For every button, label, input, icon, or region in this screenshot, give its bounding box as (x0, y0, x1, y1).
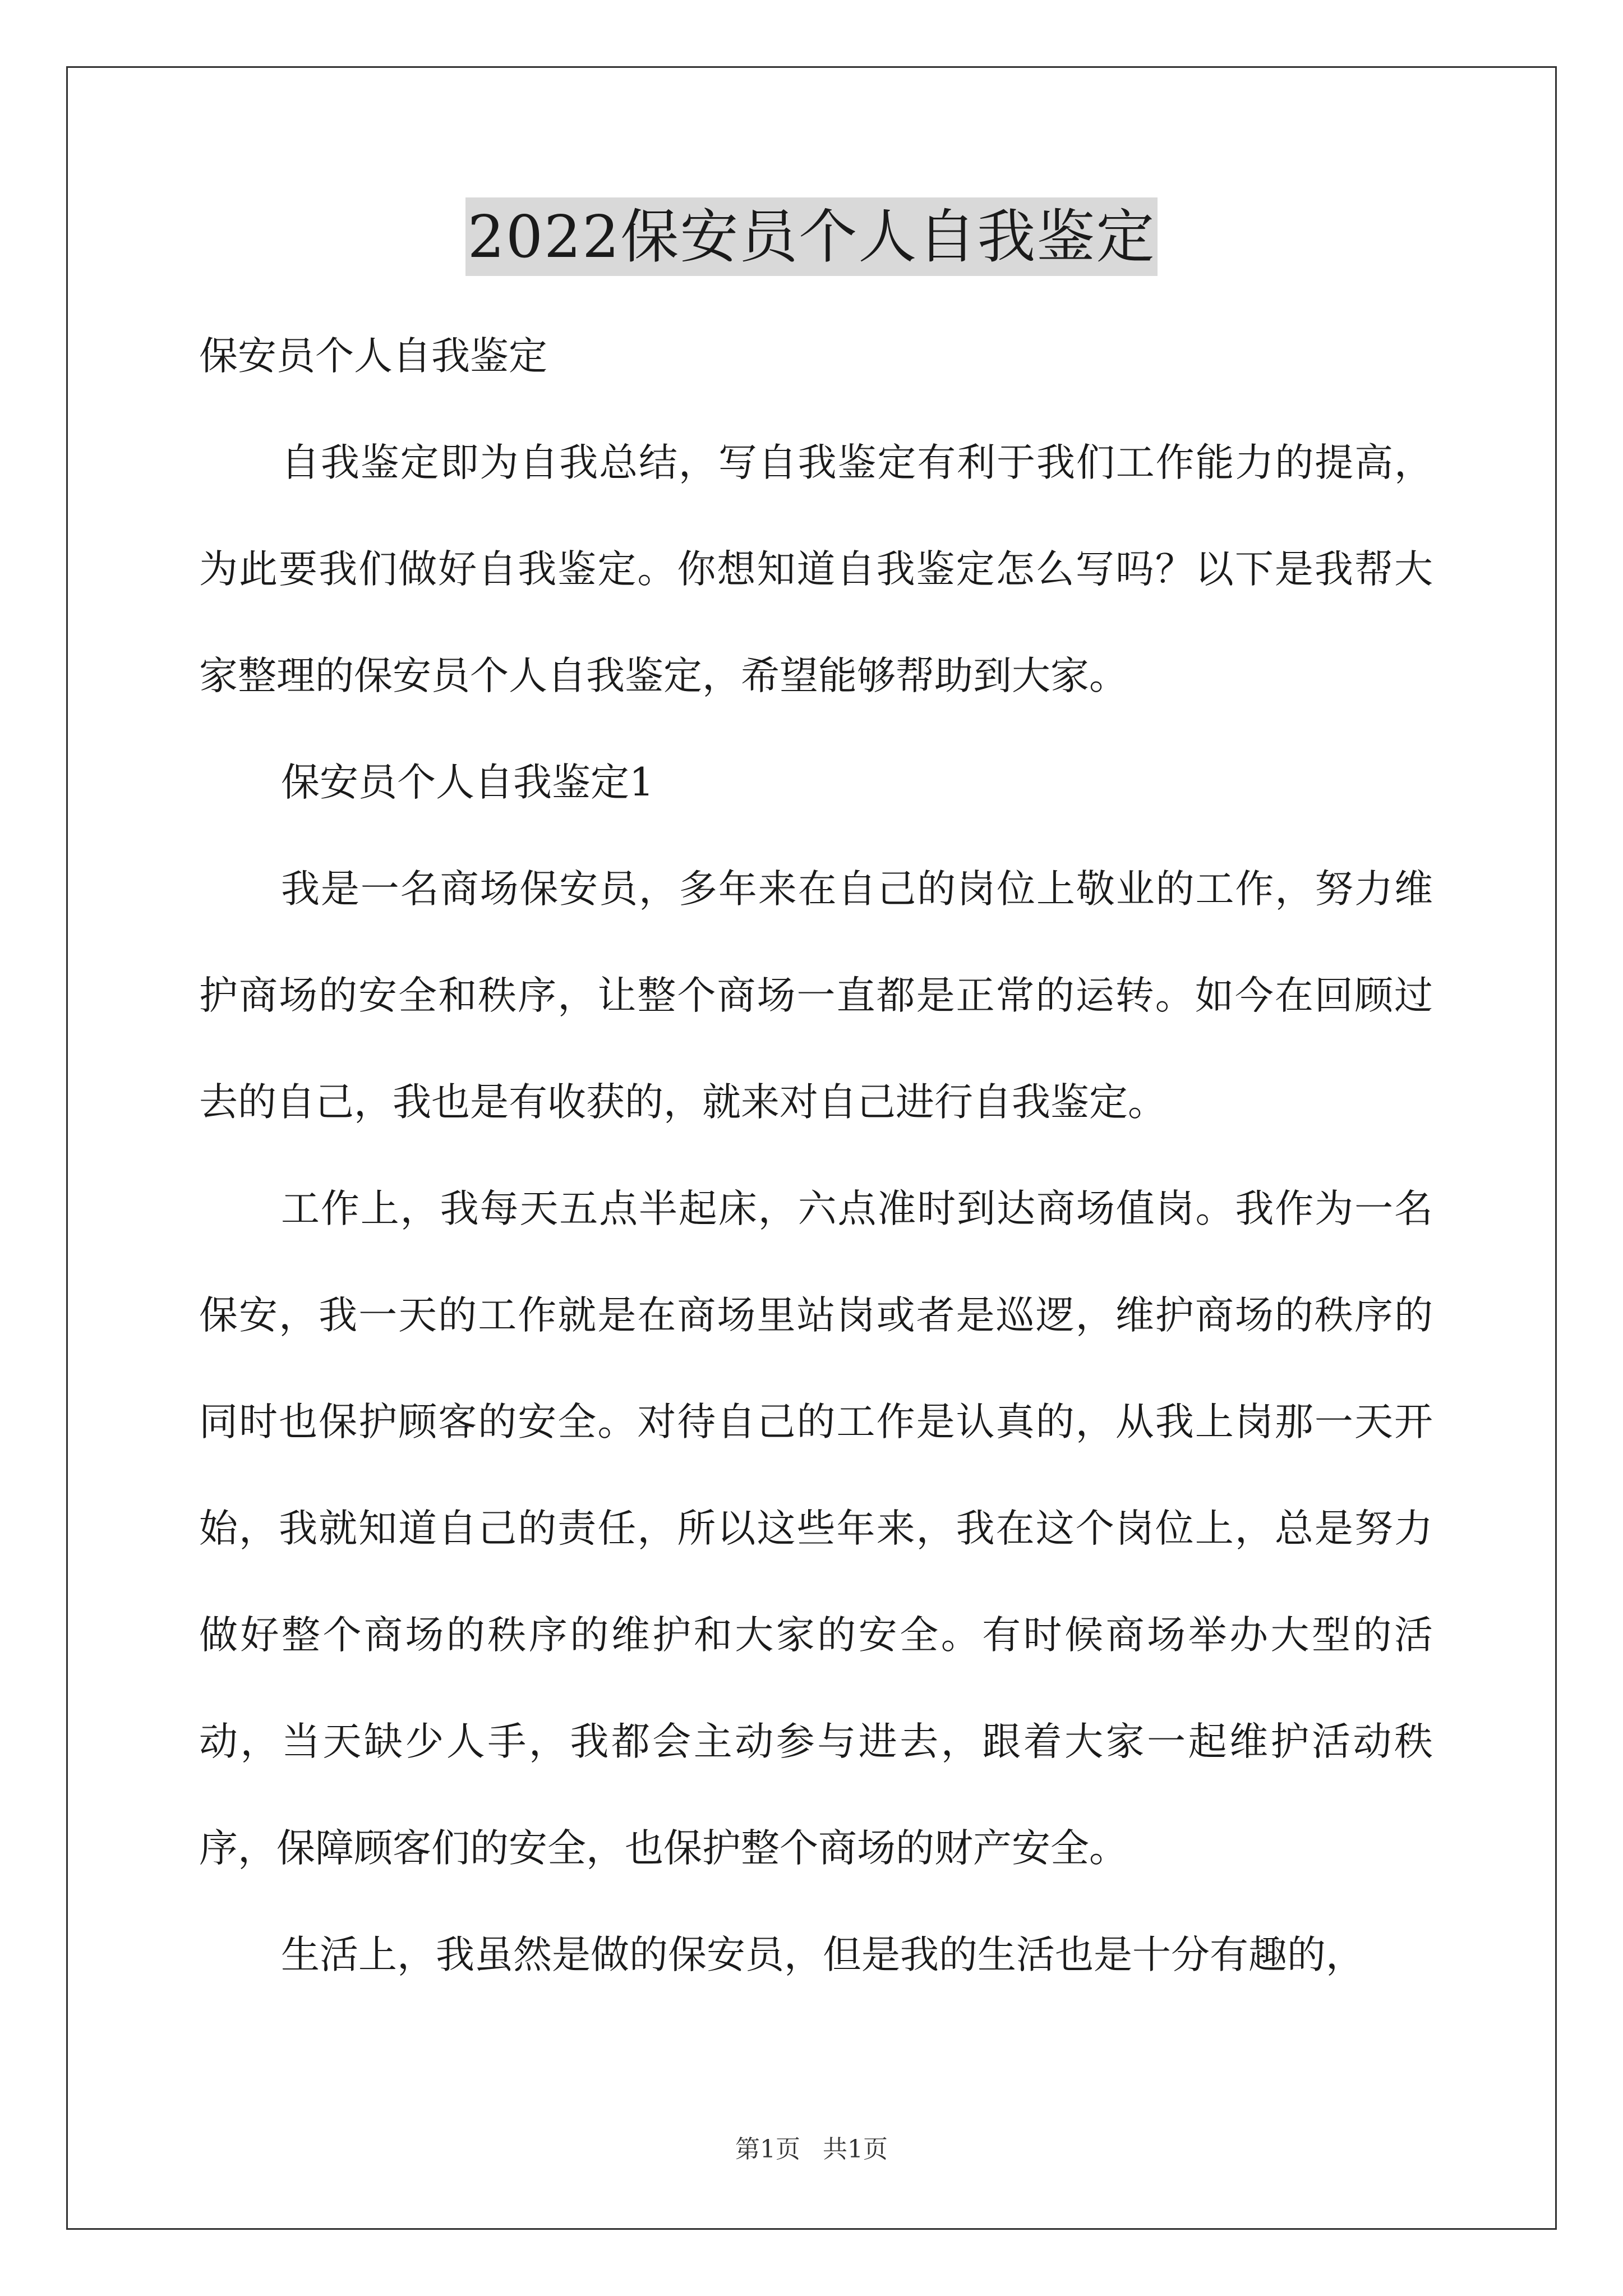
paragraph-life: 生活上，我虽然是做的保安员，但是我的生活也是十分有趣的， (281, 1932, 1364, 1977)
section-heading-1: 保安员个人自我鉴定1 (281, 760, 654, 805)
page-total: 共1页 (823, 2135, 888, 2164)
title-container (0, 197, 1623, 276)
paragraph-work: 工作上，我每天五点半起床，六点准时到达商场值岗。我作为一名保安，我一天的工作就是在商场里站岗或者是巡逻，维护商场的秩序的同时也保护顾客的安全。对待自己的工作是认真的，从我上岗那一天开始，我就知道自己的责任，所以这些年来，我在这个岗位上，总是努力做好整个商场的秩序的维护和大家的安全。有时候商场举办大型的活动，当天缺少人手，我都会主动参与进去，跟着大家一起维护活动秩序，保障顾客们的安全，也保护整个商场的财产安全。 (199, 1186, 1433, 1871)
paragraph-self-intro: 我是一名商场保安员，多年来在自己的岗位上敬业的工作，努力维护商场的安全和秩序，让整个商场一直都是正常的运转。如今在回顾过去的自己，我也是有收获的，就来对自己进行自我鉴定。 (199, 867, 1433, 1125)
document-body (199, 303, 1433, 2008)
page-footer (0, 2129, 1623, 2165)
document-subtitle: 保安员个人自我鉴定 (199, 334, 547, 379)
document-title: 2022保安员个人自我鉴定 (465, 197, 1158, 276)
paragraph-intro: 自我鉴定即为自我总结，写自我鉴定有利于我们工作能力的提高，为此要我们做好自我鉴定。你想知道自我鉴定怎么写吗？以下是我帮大家整理的保安员个人自我鉴定，希望能够帮助到大家。 (199, 440, 1433, 698)
page-number: 第1页 (735, 2135, 800, 2164)
